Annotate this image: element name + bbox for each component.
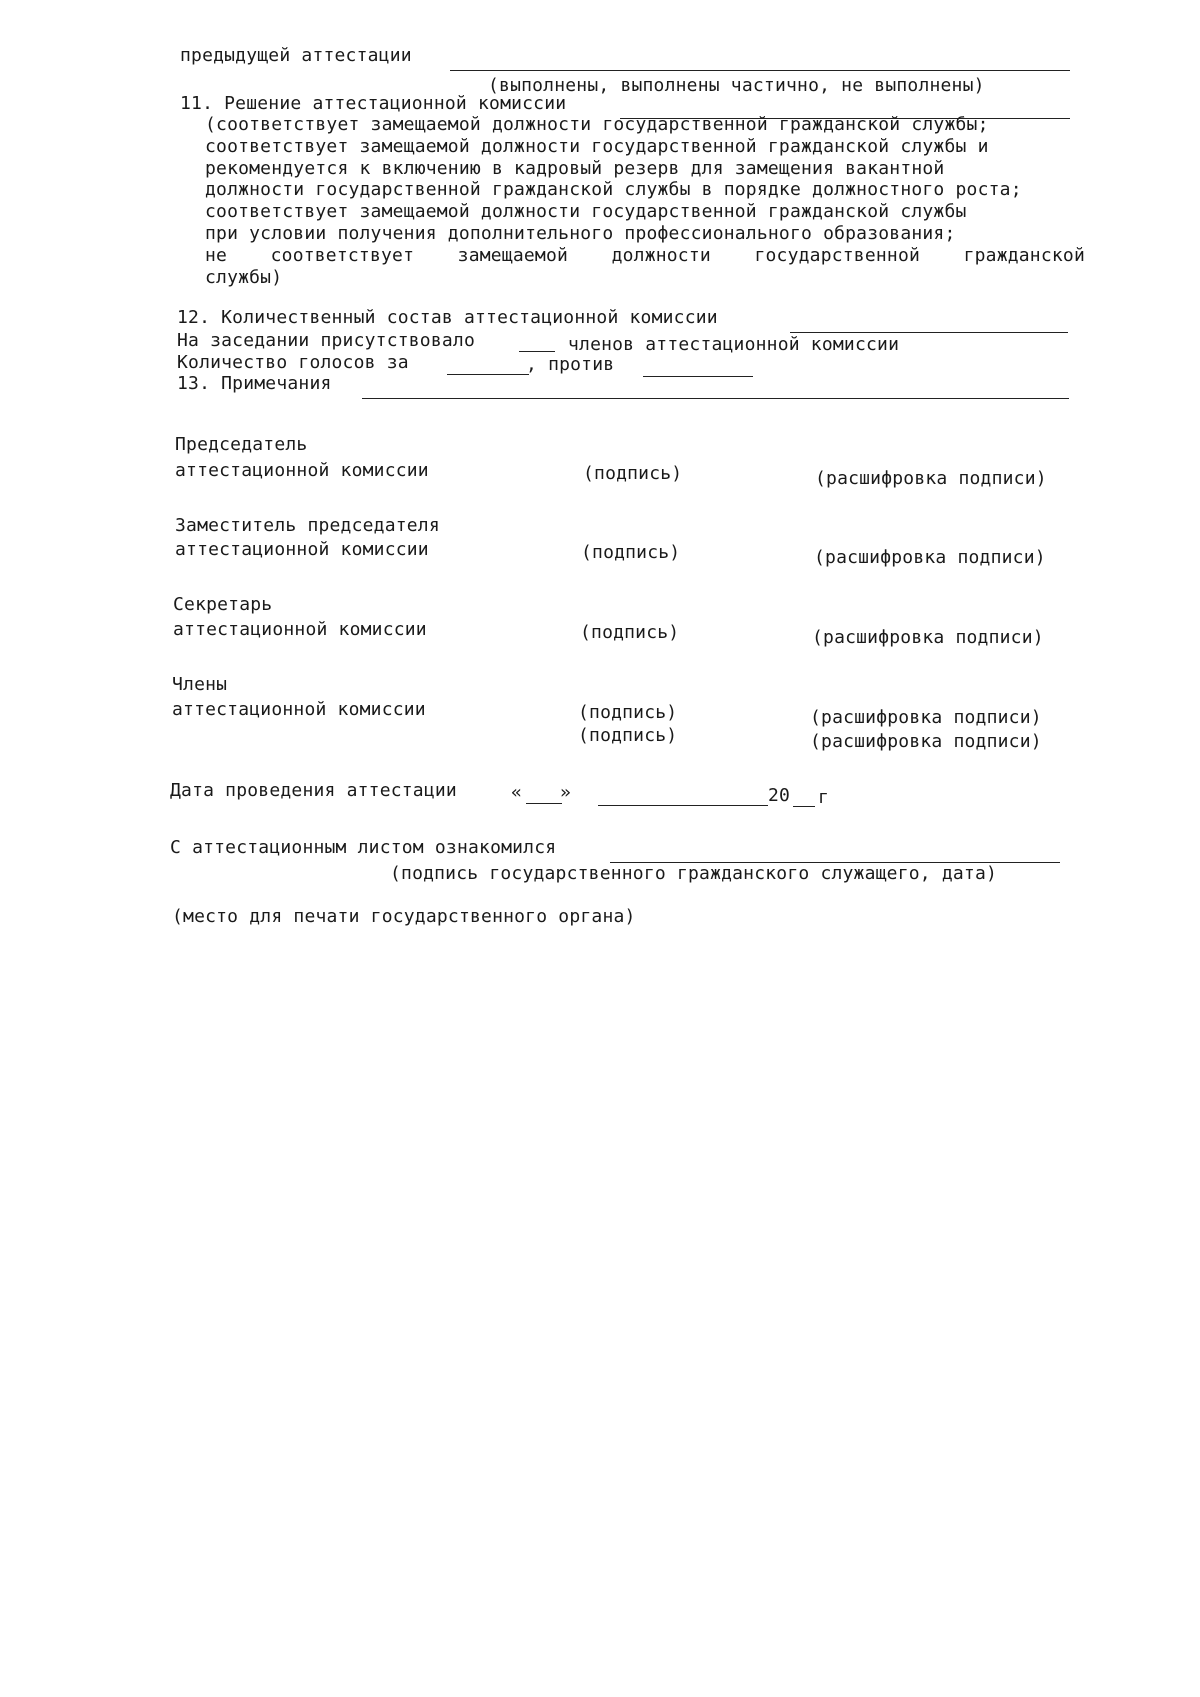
date-year-prefix: 20 bbox=[768, 785, 791, 806]
date-day-field[interactable] bbox=[526, 803, 562, 804]
chairman-title-2: аттестационной комиссии bbox=[175, 460, 429, 481]
deputy-decode[interactable]: (расшифровка подписи) bbox=[814, 547, 1046, 568]
votes-against-field[interactable] bbox=[643, 376, 753, 377]
votes-against-label: , против bbox=[526, 354, 615, 375]
date-quote-open: « bbox=[511, 782, 523, 803]
date-quote-close: » bbox=[560, 782, 572, 803]
chairman-decode[interactable]: (расшифровка подписи) bbox=[815, 468, 1047, 489]
members-title-2: аттестационной комиссии bbox=[172, 699, 426, 720]
chairman-title: Председатель bbox=[175, 434, 308, 455]
deputy-title-2: аттестационной комиссии bbox=[175, 539, 429, 560]
word: замещаемой bbox=[457, 244, 569, 266]
notes-field[interactable] bbox=[362, 398, 1069, 399]
member-sign-2[interactable]: (подпись) bbox=[578, 725, 678, 746]
secretary-title: Секретарь bbox=[173, 594, 273, 615]
members-title: Члены bbox=[172, 674, 228, 695]
item11-option-last-line bbox=[205, 245, 1085, 267]
acquainted-label: С аттестационным листом ознакомился bbox=[170, 837, 557, 858]
item11-option-line: соответствует замещаемой должности государственной гражданской службы bbox=[205, 201, 967, 223]
acquainted-hint: (подпись государственного гражданского служащего, дата) bbox=[390, 863, 998, 884]
word: соответствует bbox=[270, 244, 415, 266]
deputy-sign[interactable]: (подпись) bbox=[581, 542, 681, 563]
secretary-sign[interactable]: (подпись) bbox=[580, 622, 680, 643]
deputy-title: Заместитель председателя bbox=[175, 515, 440, 536]
votes-prefix: Количество голосов за bbox=[177, 352, 409, 373]
present-count-field[interactable] bbox=[519, 351, 555, 352]
word: не bbox=[205, 244, 228, 266]
item11-option-line: должности государственной гражданской службы в порядке должностного роста; bbox=[205, 179, 1022, 201]
prev-attestation-hint: (выполнены, выполнены частично, не выполнены) bbox=[488, 75, 985, 96]
member-decode-1[interactable]: (расшифровка подписи) bbox=[810, 707, 1042, 728]
present-prefix: На заседании присутствовало bbox=[177, 330, 475, 351]
item11-option-line: при условии получения дополнительного профессионального образования; bbox=[205, 222, 956, 244]
item12-label: 12. Количественный состав аттестационной комиссии bbox=[177, 307, 718, 328]
item11-option-line: рекомендуется к включению в кадровый резерв для замещения вакантной bbox=[205, 157, 945, 179]
item11-option-tail: службы) bbox=[205, 266, 283, 288]
stamp-place: (место для печати государственного органа) bbox=[172, 906, 636, 927]
word: должности bbox=[611, 244, 711, 266]
secretary-title-2: аттестационной комиссии bbox=[173, 619, 427, 640]
prev-attestation-field[interactable] bbox=[450, 70, 1070, 71]
prev-attestation-label: предыдущей аттестации bbox=[180, 45, 412, 66]
date-label: Дата проведения аттестации bbox=[170, 780, 457, 801]
item13-label: 13. Примечания bbox=[177, 373, 332, 394]
item11-options bbox=[205, 114, 1095, 288]
item12-count-field[interactable] bbox=[790, 332, 1068, 333]
member-sign-1[interactable]: (подпись) bbox=[578, 702, 678, 723]
date-month-field[interactable] bbox=[598, 805, 768, 806]
votes-for-field[interactable] bbox=[447, 374, 529, 375]
present-suffix: членов аттестационной комиссии bbox=[568, 334, 900, 355]
word: гражданской bbox=[963, 244, 1085, 266]
item11-option-line: соответствует замещаемой должности государственной гражданской службы и bbox=[205, 135, 989, 157]
item11-label: 11. Решение аттестационной комиссии bbox=[180, 93, 567, 114]
secretary-decode[interactable]: (расшифровка подписи) bbox=[812, 627, 1044, 648]
member-decode-2[interactable]: (расшифровка подписи) bbox=[810, 731, 1042, 752]
word: государственной bbox=[754, 244, 921, 266]
date-year-field[interactable] bbox=[793, 806, 815, 807]
item11-option-line: (соответствует замещаемой должности государственной гражданской службы; bbox=[205, 114, 989, 135]
chairman-sign[interactable]: (подпись) bbox=[583, 463, 683, 484]
date-year-suffix: г bbox=[818, 787, 830, 808]
